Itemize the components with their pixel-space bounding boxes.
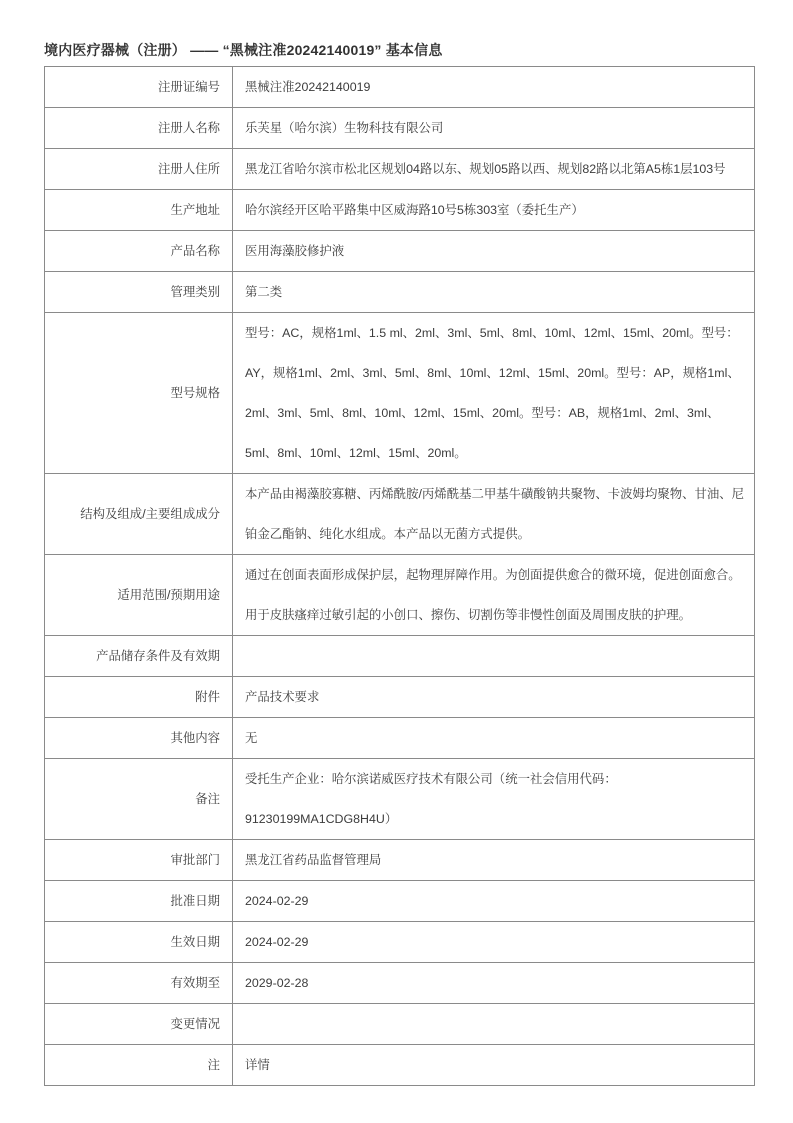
table-row [45, 107, 754, 148]
table-row [45, 312, 754, 473]
page-title: 境内医疗器械（注册） —— “黑械注准20242140019” 基本信息 [44, 42, 443, 58]
row-label-cell [45, 149, 233, 189]
table-row [45, 1003, 754, 1044]
table-row [45, 67, 754, 107]
row-label-cell [45, 759, 233, 839]
row-label-cell [45, 108, 233, 148]
row-value-cell [233, 1004, 754, 1044]
row-value-cell [233, 636, 754, 676]
table-row [45, 230, 754, 271]
table-row [45, 717, 754, 758]
row-value: 2024-02-29 [245, 894, 309, 908]
row-label: 型号规格 [170, 386, 220, 400]
row-label-cell [45, 272, 233, 312]
row-label: 有效期至 [170, 976, 220, 990]
row-value-cell [233, 555, 754, 635]
row-label-cell [45, 636, 233, 676]
row-label-cell [45, 555, 233, 635]
row-value-cell [233, 474, 754, 554]
row-label: 注册人住所 [158, 162, 220, 176]
table-row [45, 271, 754, 312]
table-row [45, 473, 754, 554]
row-label-cell [45, 231, 233, 271]
row-value: 本产品由褐藻胶寡糖、丙烯酰胺/丙烯酰基二甲基牛磺酸钠共聚物、卡波姆均聚物、甘油、尼铂金乙酯钠、纯化水组成。本产品以无菌方式提供。 [245, 487, 745, 541]
table-row [45, 189, 754, 230]
table-row [45, 962, 754, 1003]
row-label: 附件 [195, 690, 220, 704]
row-value-cell [233, 881, 754, 921]
row-value-cell [233, 677, 754, 717]
row-value: 通过在创面表面形成保护层，起物理屏障作用。为创面提供愈合的微环境，促进创面愈合。用于皮肤瘙痒过敏引起的小创口、擦伤、切割伤等非慢性创面及周围皮肤的护理。 [245, 568, 741, 622]
row-label: 其他内容 [170, 731, 220, 745]
row-value: 2024-02-29 [245, 935, 309, 949]
row-value: 黑龙江省哈尔滨市松北区规划04路以东、规划05路以西、规划82路以北第A5栋1层103号 [245, 162, 726, 176]
row-label: 批准日期 [170, 894, 220, 908]
row-label: 产品名称 [170, 244, 220, 258]
row-label-cell [45, 474, 233, 554]
table-row [45, 676, 754, 717]
row-value-cell [233, 718, 754, 758]
row-value-cell [233, 1045, 754, 1085]
row-label: 生效日期 [170, 935, 220, 949]
row-value-cell [233, 190, 754, 230]
table-row [45, 921, 754, 962]
row-value-cell [233, 67, 754, 107]
row-label: 管理类别 [170, 285, 220, 299]
row-value: 无 [245, 731, 258, 745]
row-value: 产品技术要求 [245, 690, 320, 704]
row-value: 黑龙江省药品监督管理局 [245, 853, 382, 867]
row-value: 乐芙星（哈尔滨）生物科技有限公司 [245, 121, 444, 135]
row-label-cell [45, 881, 233, 921]
row-value-cell [233, 759, 754, 839]
row-label-cell [45, 718, 233, 758]
table-row [45, 1044, 754, 1085]
table-row [45, 148, 754, 189]
table-row [45, 635, 754, 676]
row-value-cell [233, 313, 754, 473]
row-label-cell [45, 840, 233, 880]
table-row [45, 880, 754, 921]
row-value-cell [233, 149, 754, 189]
row-label-cell [45, 67, 233, 107]
row-label-cell [45, 1045, 233, 1085]
row-label: 生产地址 [170, 203, 220, 217]
row-value-cell [233, 272, 754, 312]
row-value-cell [233, 922, 754, 962]
row-label-cell [45, 1004, 233, 1044]
row-label: 备注 [195, 792, 220, 806]
row-label: 结构及组成/主要组成成分 [80, 507, 220, 521]
row-label-cell [45, 963, 233, 1003]
row-label-cell [45, 313, 233, 473]
row-value: 第二类 [245, 285, 283, 299]
row-label: 产品储存条件及有效期 [96, 649, 220, 663]
row-label-cell [45, 190, 233, 230]
row-value: 哈尔滨经开区哈平路集中区威海路10号5栋303室（委托生产） [245, 203, 584, 217]
registration-info-table [44, 66, 755, 1086]
row-value: 黑械注准20242140019 [245, 80, 371, 94]
row-label: 变更情况 [170, 1017, 220, 1031]
row-label: 审批部门 [170, 853, 220, 867]
row-value: 型号：AC，规格1ml、1.5 ml、2ml、3ml、5ml、8ml、10ml、12ml、15ml、20ml。型号：AY，规格1ml、2ml、3ml、5ml、8ml、10ml、12ml、15ml、20ml。型号：AP，规格1ml、2ml、3ml、5ml、8ml、10ml、12ml、15ml、20ml。型号：AB，规格1ml、2ml、3ml、5ml、8ml、10ml、12ml、15ml、20ml。 [245, 326, 740, 460]
row-value-cell [233, 231, 754, 271]
row-value-cell [233, 108, 754, 148]
row-value-cell [233, 963, 754, 1003]
table-row [45, 554, 754, 635]
row-label: 注 [207, 1058, 220, 1072]
row-label-cell [45, 677, 233, 717]
details-link[interactable]: 详情 [245, 1058, 270, 1072]
row-label: 注册人名称 [158, 121, 220, 135]
row-value: 医用海藻胶修护液 [245, 244, 345, 258]
row-value: 受托生产企业：哈尔滨诺威医疗技术有限公司（统一社会信用代码：91230199MA1CDG8H4U） [245, 772, 617, 826]
row-label-cell [45, 922, 233, 962]
row-label: 注册证编号 [158, 80, 220, 94]
row-value-cell [233, 840, 754, 880]
table-row [45, 839, 754, 880]
row-label: 适用范围/预期用途 [117, 588, 220, 602]
table-row [45, 758, 754, 839]
row-value: 2029-02-28 [245, 976, 309, 990]
